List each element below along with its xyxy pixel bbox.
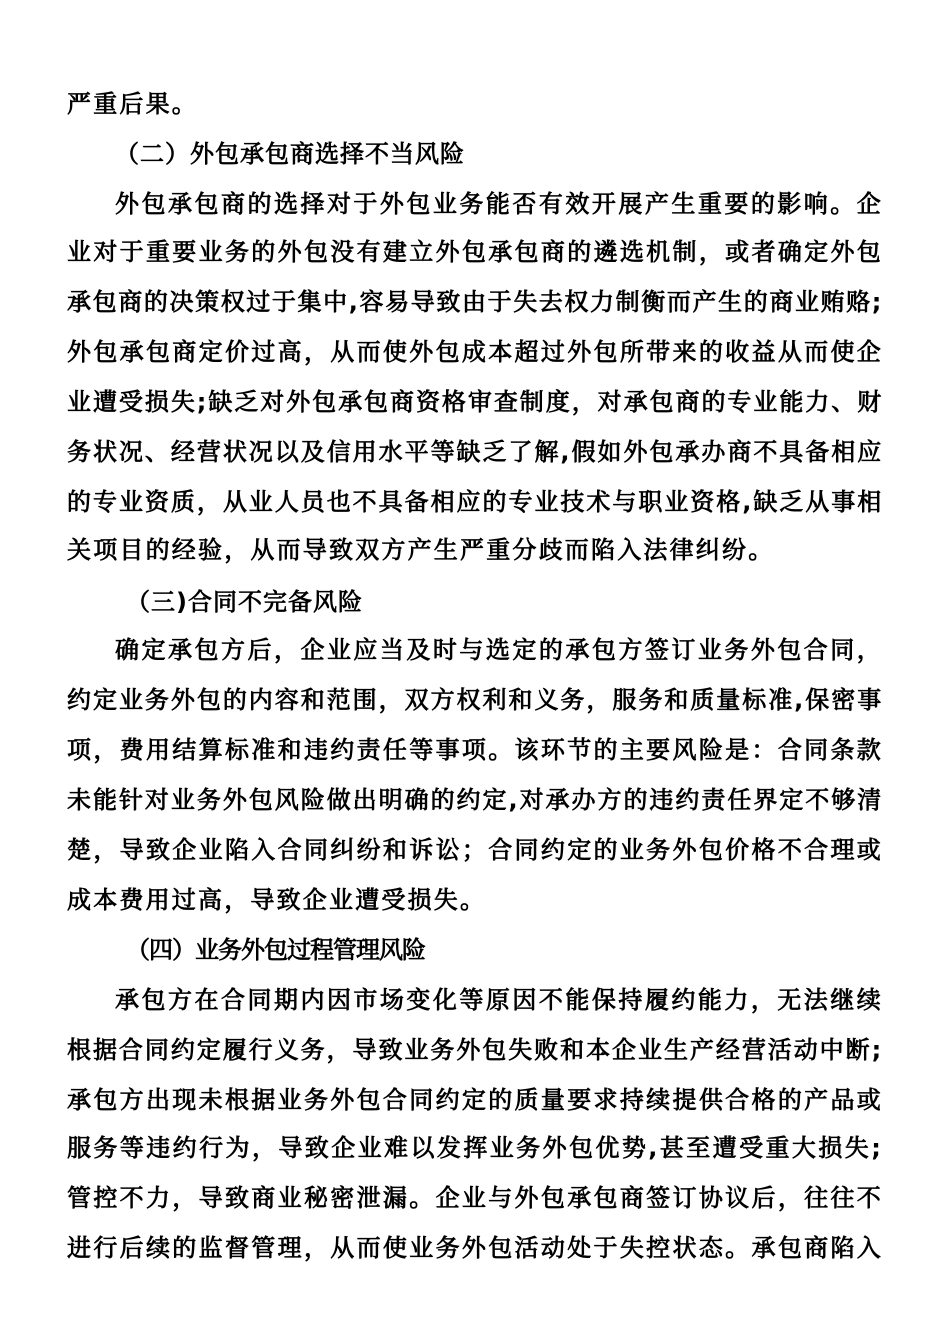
paragraph-line: 务状况、经营状况以及信用水平等缺乏了解,假如外包承办商不具备相应 xyxy=(67,438,883,466)
paragraph-line: 外包承包商定价过高，从而使外包成本超过外包所带来的收益从而使企 xyxy=(67,338,883,366)
paragraph-line: 管控不力，导致商业秘密泄漏。企业与外包承包商签订协议后，往往不 xyxy=(67,1184,883,1212)
paragraph-line: 承包方在合同期内因市场变化等原因不能保持履约能力，无法继续 xyxy=(115,986,883,1014)
paragraph-line: 严重后果。 xyxy=(67,90,198,118)
paragraph-line: 楚，导致企业陷入合同纠纷和诉讼；合同约定的业务外包价格不合理或 xyxy=(67,836,883,864)
paragraph-line: 项，费用结算标准和违约责任等事项。该环节的主要风险是：合同条款 xyxy=(67,736,883,764)
paragraph-line: 约定业务外包的内容和范围，双方权利和义务，服务和质量标准,保密事 xyxy=(67,686,883,714)
paragraph-line: 未能针对业务外包风险做出明确的约定,对承办方的违约责任界定不够清 xyxy=(67,786,883,814)
paragraph-line: 成本费用过高，导致企业遭受损失。 xyxy=(67,886,487,914)
section-heading: （三)合同不完备风险 xyxy=(126,588,363,616)
paragraph-line: 承包方出现未根据业务外包合同约定的质量要求持续提供合格的产品或 xyxy=(67,1086,883,1114)
paragraph-line: 关项目的经验，从而导致双方产生严重分歧而陷入法律纠纷。 xyxy=(67,536,775,564)
paragraph-line: 确定承包方后，企业应当及时与选定的承包方签订业务外包合同， xyxy=(115,636,883,664)
paragraph-line: 业遭受损失;缺乏对外包承包商资格审查制度，对承包商的专业能力、财 xyxy=(67,388,883,416)
paragraph-line: 业对于重要业务的外包没有建立外包承包商的遴选机制，或者确定外包 xyxy=(67,238,883,266)
paragraph-line: 外包承包商的选择对于外包业务能否有效开展产生重要的影响。企 xyxy=(115,190,883,218)
paragraph-line: 根据合同约定履行义务，导致业务外包失败和本企业生产经营活动中断; xyxy=(67,1036,883,1064)
paragraph-line: 服务等违约行为，导致企业难以发挥业务外包优势,甚至遭受重大损失; xyxy=(67,1134,883,1162)
paragraph-line: 进行后续的监督管理，从而使业务外包活动处于失控状态。承包商陷入 xyxy=(67,1234,883,1262)
section-heading: （二）外包承包商选择不当风险 xyxy=(115,140,465,168)
section-heading: （四）业务外包过程管理风险 xyxy=(126,936,425,964)
paragraph-line: 承包商的决策权过于集中,容易导致由于失去权力制衡而产生的商业贿赂; xyxy=(67,288,883,316)
paragraph-line: 的专业资质，从业人员也不具备相应的专业技术与职业资格,缺乏从事相 xyxy=(67,488,883,516)
